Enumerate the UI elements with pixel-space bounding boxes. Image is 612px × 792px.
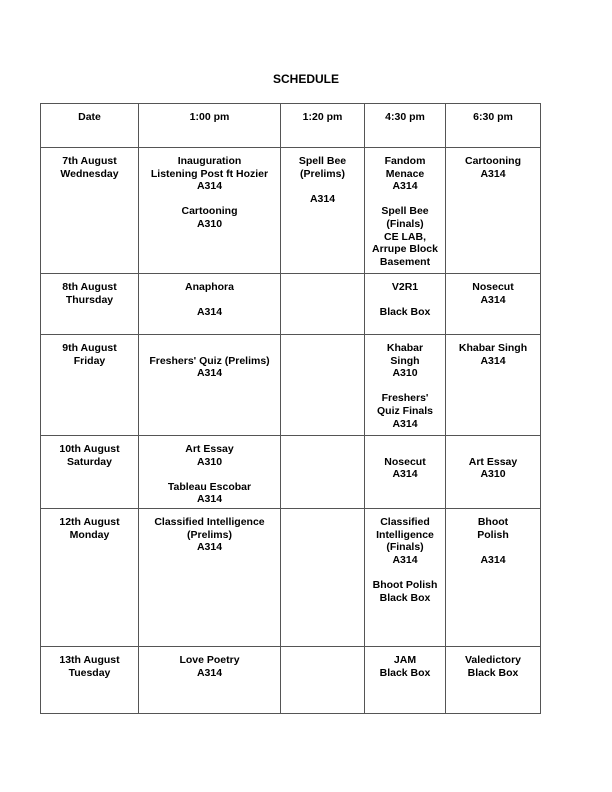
header-6-30pm: 6:30 pm [446, 104, 541, 148]
cell-line: A314 [392, 180, 418, 193]
cell-slot-1-00pm [139, 509, 281, 647]
cell-line: A314 [480, 167, 506, 180]
cell-slot-1-00pm [139, 436, 281, 509]
cell-slot-1-20pm [281, 335, 365, 436]
cell-slot-4-30pm [365, 335, 446, 436]
cell-line: A314 [392, 553, 418, 566]
cell-line: Arrupe Block [372, 243, 438, 256]
cell-line: Wednesday [60, 167, 119, 180]
cell-slot-4-30pm [365, 274, 446, 335]
cell-slot-4-30pm [365, 148, 446, 274]
cell-line: Valedictory [464, 654, 522, 666]
cell-line: Basement [379, 255, 431, 268]
cell-line: A310 [196, 455, 223, 468]
cell-date [41, 274, 139, 335]
cell-slot-4-30pm [365, 436, 446, 509]
cell-slot-6-30pm [446, 436, 541, 509]
cell-line: 7th August [62, 155, 117, 167]
cell-line: Inauguration [177, 155, 242, 167]
cell-line: A310 [196, 217, 223, 230]
cell-slot-6-30pm [446, 274, 541, 335]
header-4-30pm: 4:30 pm [365, 104, 446, 148]
cell-spacer [367, 294, 443, 307]
table-row [41, 148, 541, 274]
cell-line: A310 [392, 367, 418, 380]
header-1-00pm: 1:00 pm [139, 104, 281, 148]
cell-line: Art Essay [185, 443, 234, 455]
cell-line: 12th August [59, 516, 120, 528]
cell-line: V2R1 [391, 281, 419, 293]
cell-line: (Prelims) [300, 167, 345, 180]
cell-line: Nosecut [384, 455, 426, 468]
cell-line: A314 [309, 192, 336, 205]
cell-line: Quiz Finals [376, 404, 433, 417]
cell-line: A314 [196, 306, 223, 319]
cell-line: Freshers' Quiz (Prelims) [149, 354, 270, 367]
page-title: SCHEDULE [272, 72, 339, 86]
cell-line: Bhoot Polish [372, 578, 438, 591]
cell-line: Thursday [65, 293, 114, 306]
cell-line: A314 [196, 541, 223, 554]
cell-line: Bhoot [477, 516, 509, 528]
table-row [41, 335, 541, 436]
cell-slot-1-20pm [281, 647, 365, 714]
cell-line: Anaphora [184, 281, 234, 293]
cell-line: Cartooning [181, 205, 238, 218]
header-date: Date [41, 104, 139, 148]
cell-line: Tuesday [68, 666, 111, 679]
cell-line: Menace [385, 167, 425, 180]
cell-slot-4-30pm [365, 509, 446, 647]
cell-date [41, 335, 139, 436]
cell-line: A314 [392, 468, 418, 481]
cell-spacer [367, 443, 443, 456]
cell-line: Listening Post ft Hozier [150, 167, 269, 180]
cell-line: Freshers' [381, 392, 429, 405]
cell-line: A314 [480, 293, 506, 306]
cell-slot-6-30pm [446, 509, 541, 647]
cell-line: Cartooning [465, 155, 521, 167]
cell-line: A314 [196, 367, 223, 380]
cell-line: Classified Intelligence [154, 516, 265, 528]
cell-line: Black Box [379, 306, 431, 319]
cell-spacer [141, 294, 278, 307]
cell-date [41, 436, 139, 509]
cell-line: A314 [392, 417, 418, 430]
cell-slot-6-30pm [446, 647, 541, 714]
cell-line: A314 [480, 354, 506, 367]
cell-spacer [141, 193, 278, 206]
table-row [41, 436, 541, 509]
cell-spacer [141, 468, 278, 481]
cell-slot-1-00pm [139, 148, 281, 274]
cell-line: 13th August [59, 654, 120, 666]
cell-line: Black Box [379, 591, 431, 604]
cell-line: A314 [480, 553, 506, 566]
cell-line: (Finals) [386, 541, 424, 554]
cell-line: Friday [73, 354, 106, 367]
cell-line: Art Essay [468, 455, 518, 468]
cell-line: Singh [390, 354, 420, 367]
cell-line: Saturday [67, 455, 112, 468]
cell-line: A314 [196, 180, 223, 193]
cell-line: CE LAB, [384, 230, 426, 243]
cell-spacer [141, 342, 278, 355]
cell-line: Black Box [379, 666, 431, 679]
schedule-table [40, 103, 541, 714]
cell-line: A314 [196, 666, 223, 679]
cell-line: A314 [196, 493, 223, 506]
cell-line: Fandom [384, 155, 426, 167]
cell-slot-6-30pm [446, 148, 541, 274]
cell-slot-1-00pm [139, 647, 281, 714]
cell-line: Polish [477, 528, 509, 541]
cell-line: Spell Bee [298, 155, 347, 167]
cell-slot-1-20pm [281, 436, 365, 509]
cell-line: Tableau Escobar [167, 480, 252, 493]
cell-line: Khabar Singh [458, 342, 528, 354]
cell-spacer [367, 566, 443, 579]
cell-slot-4-30pm [365, 647, 446, 714]
cell-slot-1-00pm [139, 335, 281, 436]
cell-slot-6-30pm [446, 335, 541, 436]
header-row [41, 104, 541, 148]
cell-line: 9th August [62, 342, 117, 354]
table-row [41, 274, 541, 335]
table-row [41, 509, 541, 647]
cell-line: Black Box [467, 666, 519, 679]
cell-line: (Finals) [386, 217, 424, 230]
cell-slot-1-20pm [281, 148, 365, 274]
cell-line: JAM [393, 654, 417, 666]
cell-line: 8th August [62, 281, 117, 293]
cell-line: 10th August [59, 443, 120, 455]
table-row [41, 647, 541, 714]
cell-line: Spell Bee [381, 205, 429, 218]
cell-line: Intelligence [376, 528, 434, 541]
cell-line: Nosecut [472, 281, 514, 293]
cell-line: Love Poetry [179, 654, 240, 666]
cell-line: Monday [69, 528, 110, 541]
cell-spacer [283, 180, 362, 193]
cell-date [41, 509, 139, 647]
cell-slot-1-20pm [281, 274, 365, 335]
cell-slot-1-00pm [139, 274, 281, 335]
cell-spacer [448, 541, 538, 554]
cell-line: A310 [480, 468, 506, 481]
cell-line: (Prelims) [187, 528, 232, 541]
header-1-20pm: 1:20 pm [281, 104, 365, 148]
cell-spacer [367, 193, 443, 206]
cell-slot-1-20pm [281, 509, 365, 647]
cell-line: Classified [380, 516, 430, 528]
cell-line: Khabar [386, 342, 424, 354]
cell-spacer [367, 380, 443, 393]
cell-date [41, 647, 139, 714]
cell-spacer [448, 443, 538, 456]
schedule-body [41, 104, 541, 714]
cell-date [41, 148, 139, 274]
